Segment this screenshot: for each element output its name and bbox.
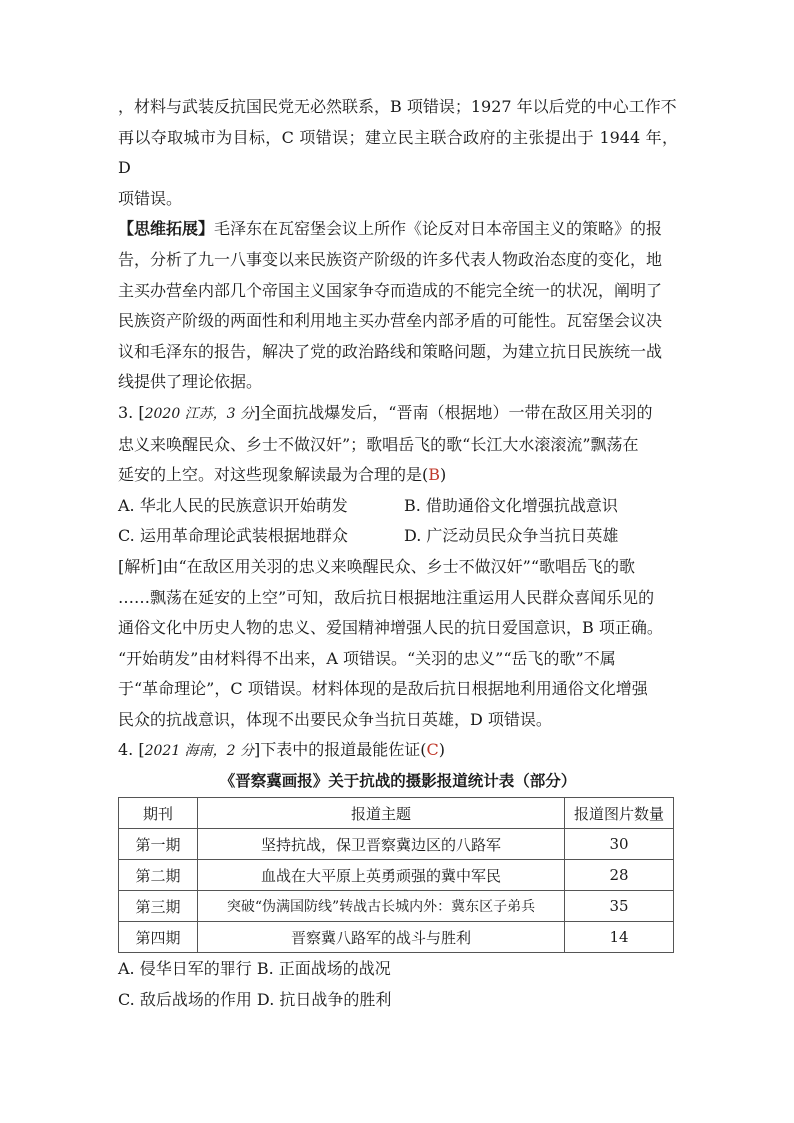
document-page: [118, 92, 678, 1015]
answer-letter: C: [426, 740, 439, 760]
option-c: C. 运用革命理论武装根据地群众: [118, 526, 348, 546]
question-source: 2021 海南，2 分: [144, 743, 255, 760]
question-4-options-row2: C. 敌后战场的作用 D. 抗日战争的胜利: [118, 990, 392, 1010]
question-3-analysis: [解析]由“在敌区用关羽的忠义来唤醒民众、乡士不做汉奸”“歌唱岳飞的歌 ……飘荡在延安的上空”可知，敌后抗日根据地注重运用人民群众喜闻乐见的 通俗文化中历史人物的忠义、爱国精神增强人民的抗日爱国意识，B 项正确。 “开始萌发”由材料得不出来，A 项错误。“关羽的忠义”“岳飞的歌”不属 于“革命理论”，C 项错误。材料体现的是敌后抗日根据地利用通俗文化增强 民众的抗战意识，体现不出要民众争当抗日英雄，D 项错误。: [118, 556, 663, 729]
option-d: D. 广泛动员民众争当抗日英雄: [404, 526, 619, 546]
question-3-stem: 3. [2020 江苏，3 分]全面抗战爆发后，“晋南（根据地）一带在敌区用关羽的 忠义来唤醒民众、乡士不做汉奸”；歌唱岳飞的歌“长江大水滚滚流”飘荡在 延安的上空。对这些现象解读最为合理的是(B): [118, 402, 653, 485]
table-row: 第二期 血战在大平原上英勇顽强的冀中军民 28: [119, 860, 674, 891]
header-issue: 期刊: [119, 798, 198, 829]
header-count: 报道图片数量: [565, 798, 674, 829]
option-b: B. 借助通俗文化增强抗战意识: [404, 495, 618, 515]
table-title: 《晋察冀画报》关于抗战的摄影报道统计表（部分）: [219, 771, 577, 791]
table-row: 第三期 突破“伪满国防线”转战古长城内外：冀东区子弟兵 35: [119, 891, 674, 922]
table-row: 第四期 晋察冀八路军的战斗与胜利 14: [119, 922, 674, 953]
question-3-options-row2: [118, 521, 678, 552]
question-3-options-row1: [118, 491, 678, 522]
answer-letter: B: [428, 465, 441, 485]
analysis-continuation: ，材料与武装反抗国民党无必然联系，B 项错误；1927 年以后党的中心工作不 再以夺取城市为目标，C 项错误；建立民主联合政府的主张提出于 1944 年，D 项错误。: [118, 97, 678, 208]
report-statistics-table: [118, 797, 674, 953]
question-source: 2020 江苏，3 分: [144, 405, 255, 422]
extension-label: 【思维拓展】: [118, 219, 215, 239]
question-4-stem: 4. [2021 海南，2 分]下表中的报道最能佐证(C): [118, 740, 446, 760]
table-header-row: [119, 798, 674, 829]
question-4-options-row1: A. 侵华日军的罪行 B. 正面战场的战况: [118, 959, 391, 979]
header-theme: 报道主题: [198, 798, 565, 829]
table-row: 第一期 坚持抗战，保卫晋察冀边区的八路军 30: [119, 829, 674, 860]
thinking-extension: 【思维拓展】毛泽东在瓦窑堡会议上所作《论反对日本帝国主义的策略》的报 告，分析了九一八事变以来民族资产阶级的许多代表人物政治态度的变化，地 主买办营垒内部几个帝国主义国家争夺而造成的不能完全统一的状况，阐明了 民族资产阶级的两面性和利用地主买办营垒内部矛盾的可能性。瓦窑堡会议决 议和毛泽东的报告，解决了党的政治路线和策略问题，为建立抗日民族统一战 线提供了理论依据。: [118, 219, 663, 392]
option-a: A. 华北人民的民族意识开始萌发: [118, 495, 348, 515]
